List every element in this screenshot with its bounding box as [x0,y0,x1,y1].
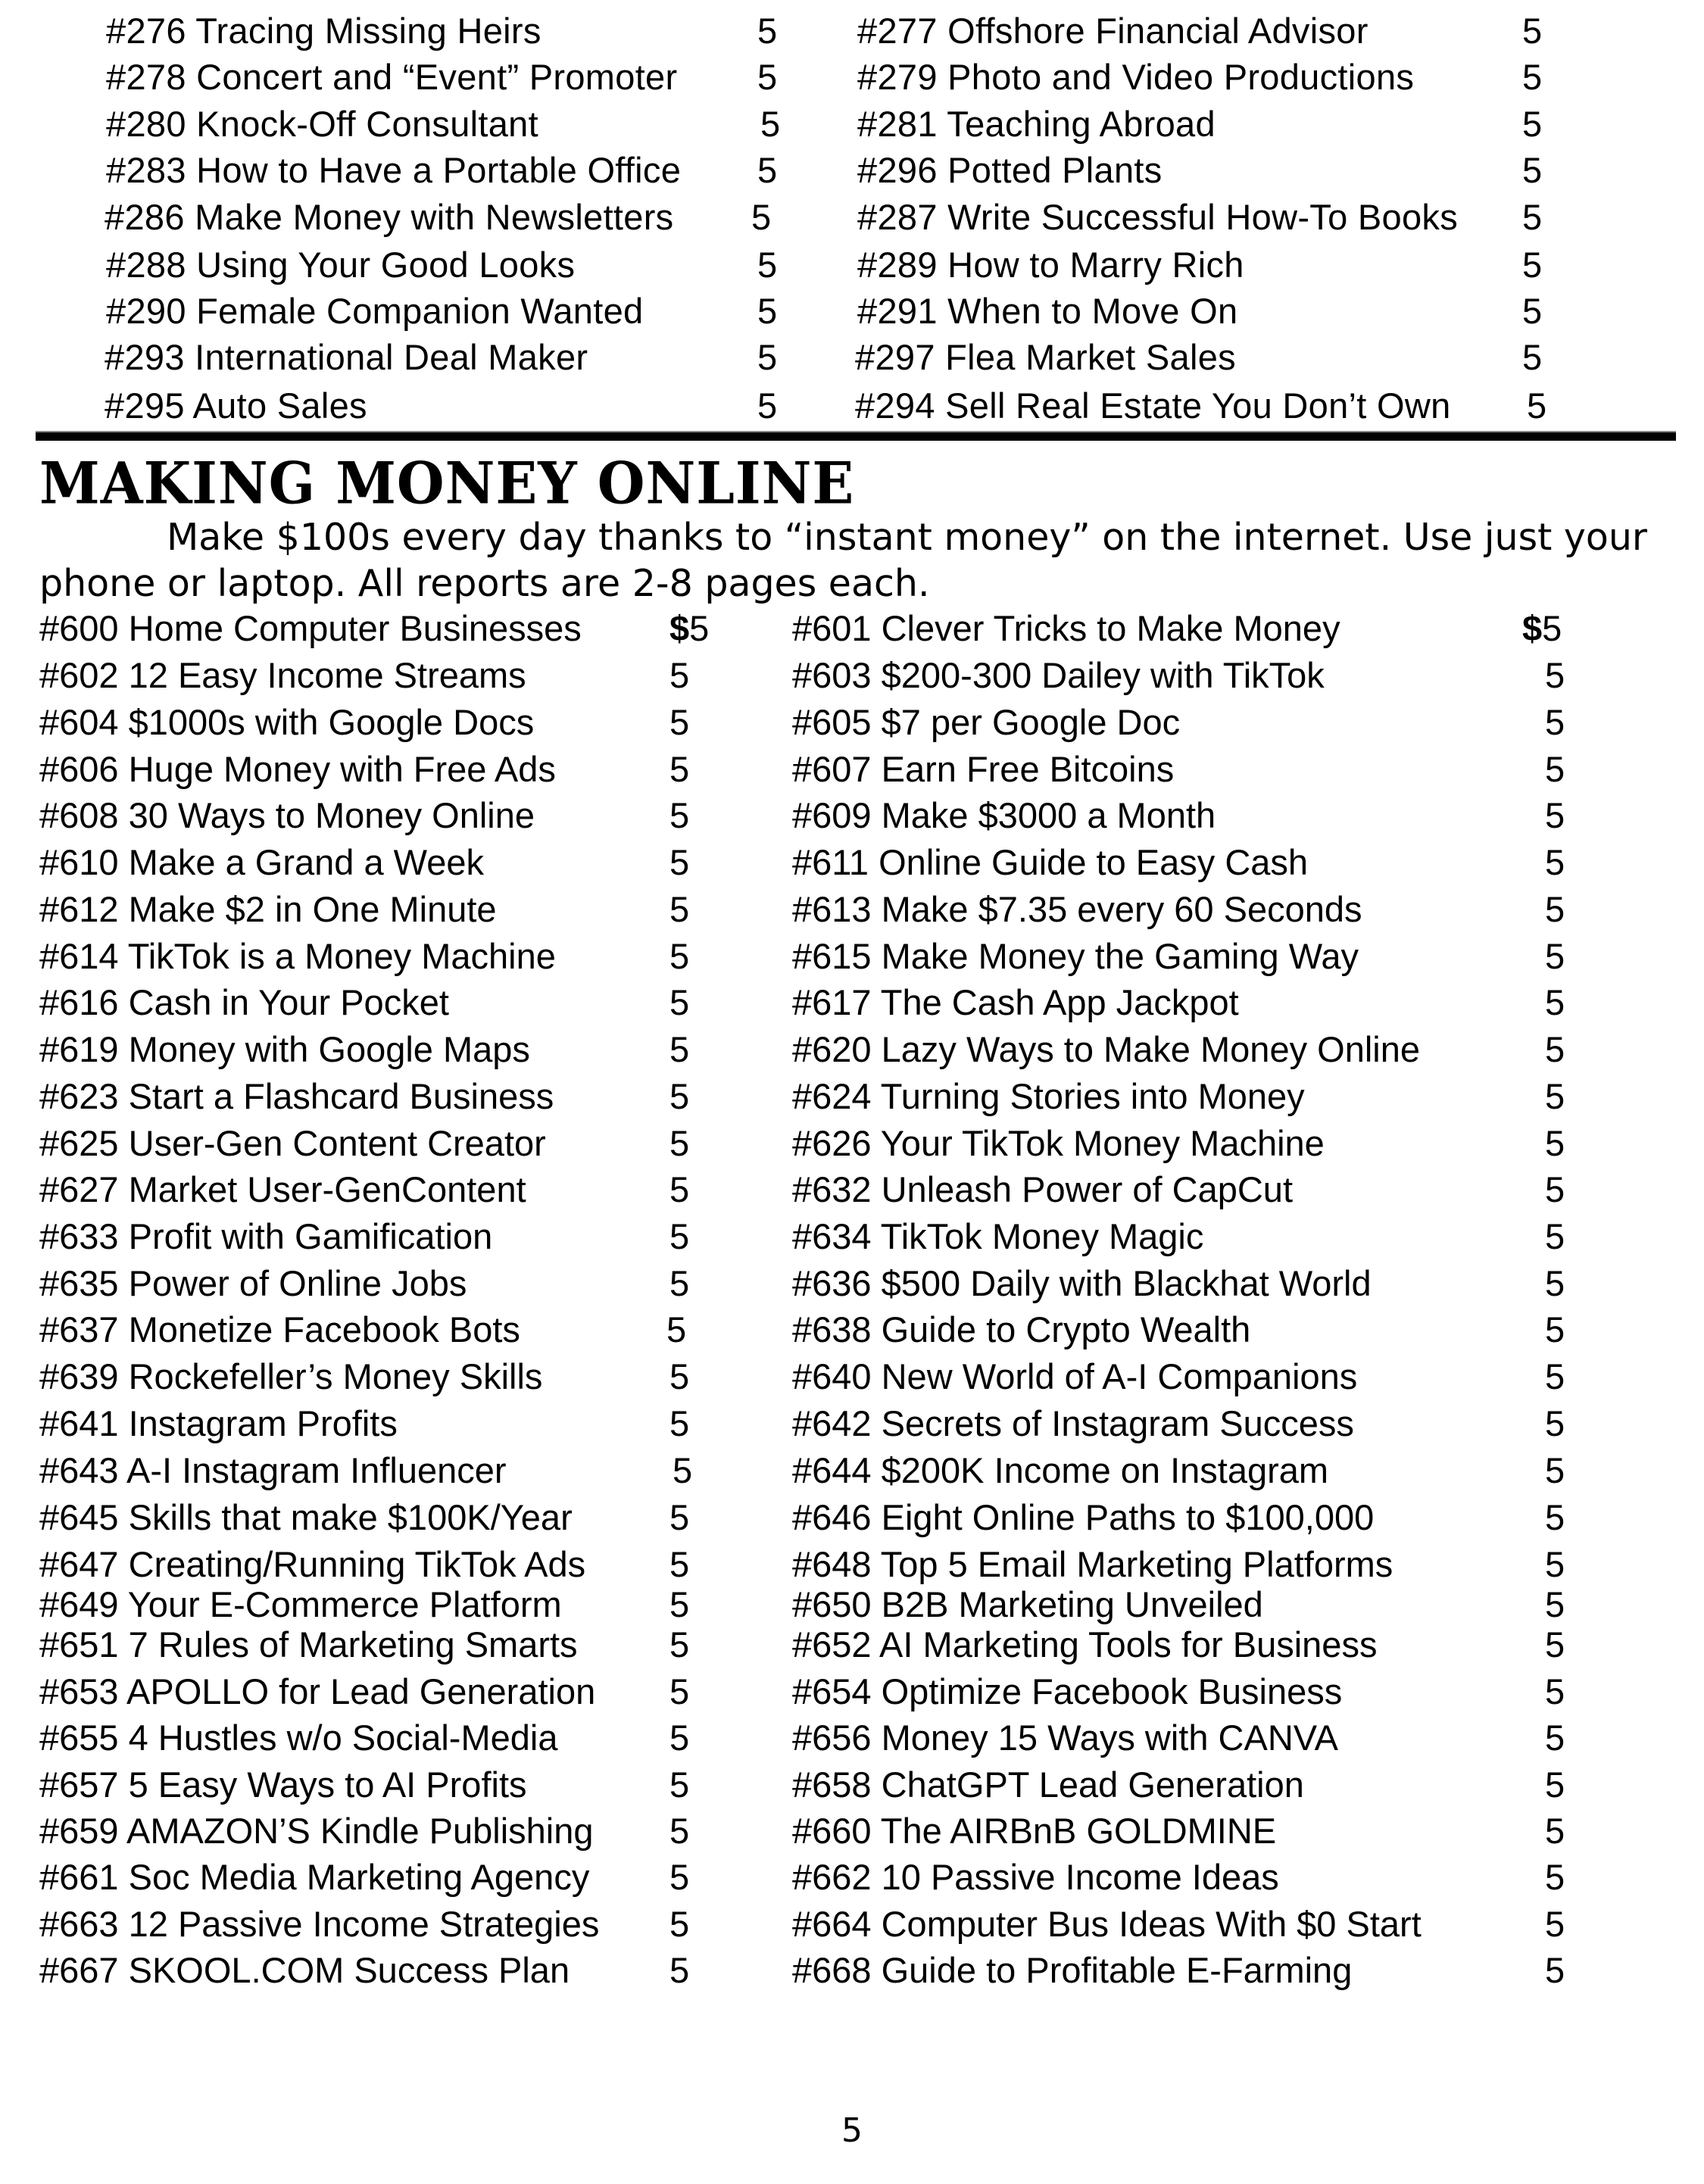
report-price: 5 [1545,1450,1565,1490]
report-price: 5 [1545,1671,1565,1711]
section-divider [36,432,1676,441]
report-title: #627 Market User-GenContent [39,1169,526,1209]
report-price: 5 [1545,795,1565,835]
report-title: #607 Earn Free Bitcoins [792,749,1175,789]
report-title: #664 Computer Bus Ideas With $0 Start [792,1904,1422,1944]
report-title: #288 Using Your Good Looks [106,245,576,285]
report-price: 5 [757,245,778,285]
report-title: #633 Profit with Gamification [39,1216,493,1256]
report-title: #645 Skills that make $100K/Year [39,1497,573,1537]
report-price: 5 [1545,1544,1565,1584]
section-intro-line-1: Make $100s every day thanks to “instant money” on the internet. Use just your [167,516,1648,559]
report-title: #619 Money with Google Maps [39,1029,530,1069]
report-price: 5 [760,104,781,144]
report-price: 5 [1522,104,1543,144]
report-price: 5 [1545,1584,1565,1624]
report-title: #616 Cash in Your Pocket [39,982,449,1022]
report-price: 5 [669,982,690,1022]
report-price: 5 [669,1950,690,1990]
report-price: 5 [669,889,690,929]
report-title: #632 Unleash Power of CapCut [792,1169,1294,1209]
report-title: #600 Home Computer Businesses [39,608,582,648]
report-title: #620 Lazy Ways to Make Money Online [792,1029,1420,1069]
report-price [1522,606,1562,651]
report-title: #658 ChatGPT Lead Generation [792,1764,1304,1805]
report-title: #657 5 Easy Ways to AI Profits [39,1764,527,1805]
report-price: 5 [669,795,690,835]
report-price: 5 [669,842,690,882]
report-price: 5 [1545,655,1565,695]
report-price: 5 [1545,702,1565,742]
report-title: #638 Guide to Crypto Wealth [792,1309,1251,1349]
report-price: 5 [1545,1029,1565,1069]
report-price: 5 [1545,982,1565,1022]
report-title: #293 International Deal Maker [105,337,588,377]
report-title: #613 Make $7.35 every 60 Seconds [792,889,1362,929]
report-title: #652 AI Marketing Tools for Business [792,1624,1378,1665]
report-title: #651 7 Rules of Marketing Smarts [39,1624,578,1665]
report-title: #280 Knock-Off Consultant [106,104,538,144]
report-price: 5 [1545,1950,1565,1990]
report-price: 5 [1522,150,1543,190]
report-title: #634 TikTok Money Magic [792,1216,1204,1256]
report-title: #656 Money 15 Ways with CANVA [792,1718,1338,1758]
dollar-sign: $ [1522,608,1543,648]
report-price: 5 [669,749,690,789]
report-title: #661 Soc Media Marketing Agency [39,1857,590,1897]
report-title: #655 4 Hustles w/o Social-Media [39,1718,558,1758]
report-title: #668 Guide to Profitable E-Farming [792,1950,1353,1990]
report-price: 5 [1527,385,1547,426]
report-title: #286 Make Money with Newsletters [105,197,674,237]
report-title: #641 Instagram Profits [39,1403,398,1443]
report-title: #605 $7 per Google Doc [792,702,1181,742]
report-price: 5 [669,1671,690,1711]
report-title: #296 Potted Plants [857,150,1163,190]
report-price: 5 [669,1169,690,1209]
report-price: 5 [669,1123,690,1163]
report-price: 5 [669,702,690,742]
report-price: 5 [1545,1403,1565,1443]
report-price: 5 [1522,291,1543,331]
report-title: #642 Secrets of Instagram Success [792,1403,1354,1443]
report-title: #603 $200-300 Dailey with TikTok [792,655,1325,695]
report-price: 5 [751,197,772,237]
report-price: 5 [669,1403,690,1443]
price-value: 5 [1542,608,1562,648]
report-title: #667 SKOOL.COM Success Plan [39,1950,570,1990]
report-price: 5 [757,385,778,426]
report-price: 5 [669,1029,690,1069]
report-title: #612 Make $2 in One Minute [39,889,497,929]
report-price: 5 [1545,1497,1565,1537]
report-title: #287 Write Successful How-To Books [857,197,1458,237]
report-title: #636 $500 Daily with Blackhat World [792,1263,1372,1303]
report-title: #295 Auto Sales [105,385,367,426]
report-title: #297 Flea Market Sales [855,337,1236,377]
report-price: 5 [1545,1263,1565,1303]
report-price: 5 [1545,1718,1565,1758]
report-price: 5 [669,1216,690,1256]
report-title: #644 $200K Income on Instagram [792,1450,1329,1490]
report-price: 5 [669,1544,690,1584]
report-price [669,606,709,651]
report-title: #611 Online Guide to Easy Cash [792,842,1309,882]
report-price: 5 [669,1076,690,1116]
report-title: #646 Eight Online Paths to $100,000 [792,1497,1375,1537]
report-price: 5 [1545,936,1565,976]
report-title: #608 30 Ways to Money Online [39,795,535,835]
report-title: #662 10 Passive Income Ideas [792,1857,1279,1897]
report-title: #604 $1000s with Google Docs [39,702,535,742]
report-price: 5 [1545,842,1565,882]
report-price: 5 [1545,749,1565,789]
report-title: #606 Huge Money with Free Ads [39,749,556,789]
report-title: #625 User-Gen Content Creator [39,1123,546,1163]
report-title: #648 Top 5 Email Marketing Platforms [792,1544,1393,1584]
report-price: 5 [1522,57,1543,97]
report-title: #663 12 Passive Income Strategies [39,1904,600,1944]
report-title: #640 New World of A-I Companions [792,1356,1358,1396]
report-title: #654 Optimize Facebook Business [792,1671,1343,1711]
report-price: 5 [669,1857,690,1897]
price-value: 5 [689,608,710,648]
report-price: 5 [669,1904,690,1944]
report-price: 5 [669,1624,690,1665]
report-price: 5 [757,11,778,51]
report-title: #635 Power of Online Jobs [39,1263,467,1303]
report-price: 5 [669,1356,690,1396]
report-price: 5 [757,57,778,97]
report-title: #294 Sell Real Estate You Don’t Own [855,385,1451,426]
report-price: 5 [669,1718,690,1758]
report-price: 5 [1545,1764,1565,1805]
report-title: #615 Make Money the Gaming Way [792,936,1359,976]
report-title: #650 B2B Marketing Unveiled [792,1584,1263,1624]
report-title: #278 Concert and “Event” Promoter [106,57,678,97]
page-number: 5 [841,2111,863,2150]
report-title: #659 AMAZON’S Kindle Publishing [39,1811,594,1851]
report-title: #643 A-I Instagram Influencer [39,1450,507,1490]
report-price: 5 [1545,1123,1565,1163]
report-title: #639 Rockefeller’s Money Skills [39,1356,543,1396]
report-price: 5 [1522,245,1543,285]
report-price: 5 [669,1584,690,1624]
report-title: #623 Start a Flashcard Business [39,1076,554,1116]
report-title: #626 Your TikTok Money Machine [792,1123,1325,1163]
report-price: 5 [669,1263,690,1303]
dollar-sign: $ [669,608,690,648]
report-title: #637 Monetize Facebook Bots [39,1309,520,1349]
report-price: 5 [1545,1309,1565,1349]
report-title: #647 Creating/Running TikTok Ads [39,1544,586,1584]
report-title: #614 TikTok is a Money Machine [39,936,556,976]
report-price: 5 [673,1450,693,1490]
report-title: #289 How to Marry Rich [857,245,1244,285]
report-title: #281 Teaching Abroad [857,104,1216,144]
report-title: #283 How to Have a Portable Office [106,150,682,190]
report-title: #279 Photo and Video Productions [857,57,1415,97]
report-price: 5 [1545,1857,1565,1897]
report-title: #649 Your E-Commerce Platform [39,1584,562,1624]
report-price: 5 [1545,1169,1565,1209]
report-price: 5 [757,337,778,377]
report-title: #601 Clever Tricks to Make Money [792,608,1340,648]
report-title: #602 12 Easy Income Streams [39,655,526,695]
report-title: #610 Make a Grand a Week [39,842,484,882]
section-title: MAKING MONEY ONLINE [39,448,855,517]
report-price: 5 [1522,11,1543,51]
report-price: 5 [1545,1811,1565,1851]
report-price: 5 [669,1764,690,1805]
report-price: 5 [757,291,778,331]
report-title: #277 Offshore Financial Advisor [857,11,1369,51]
report-price: 5 [669,655,690,695]
report-price: 5 [1545,889,1565,929]
report-title: #624 Turning Stories into Money [792,1076,1305,1116]
report-price: 5 [1545,1624,1565,1665]
report-title: #290 Female Companion Wanted [106,291,644,331]
section-intro-line-2: phone or laptop. All reports are 2-8 pages each. [39,562,930,605]
report-price: 5 [669,1811,690,1851]
report-title: #276 Tracing Missing Heirs [106,11,541,51]
report-price: 5 [669,1497,690,1537]
report-title: #617 The Cash App Jackpot [792,982,1239,1022]
report-title: #653 APOLLO for Lead Generation [39,1671,596,1711]
report-price: 5 [1522,337,1543,377]
report-price: 5 [1545,1216,1565,1256]
report-price: 5 [1545,1356,1565,1396]
report-price: 5 [669,936,690,976]
report-price: 5 [757,150,778,190]
report-price: 5 [1545,1904,1565,1944]
report-title: #609 Make $3000 a Month [792,795,1216,835]
report-price: 5 [1522,197,1543,237]
report-price: 5 [666,1309,687,1349]
report-title: #291 When to Move On [857,291,1238,331]
report-title: #660 The AIRBnB GOLDMINE [792,1811,1277,1851]
report-price: 5 [1545,1076,1565,1116]
